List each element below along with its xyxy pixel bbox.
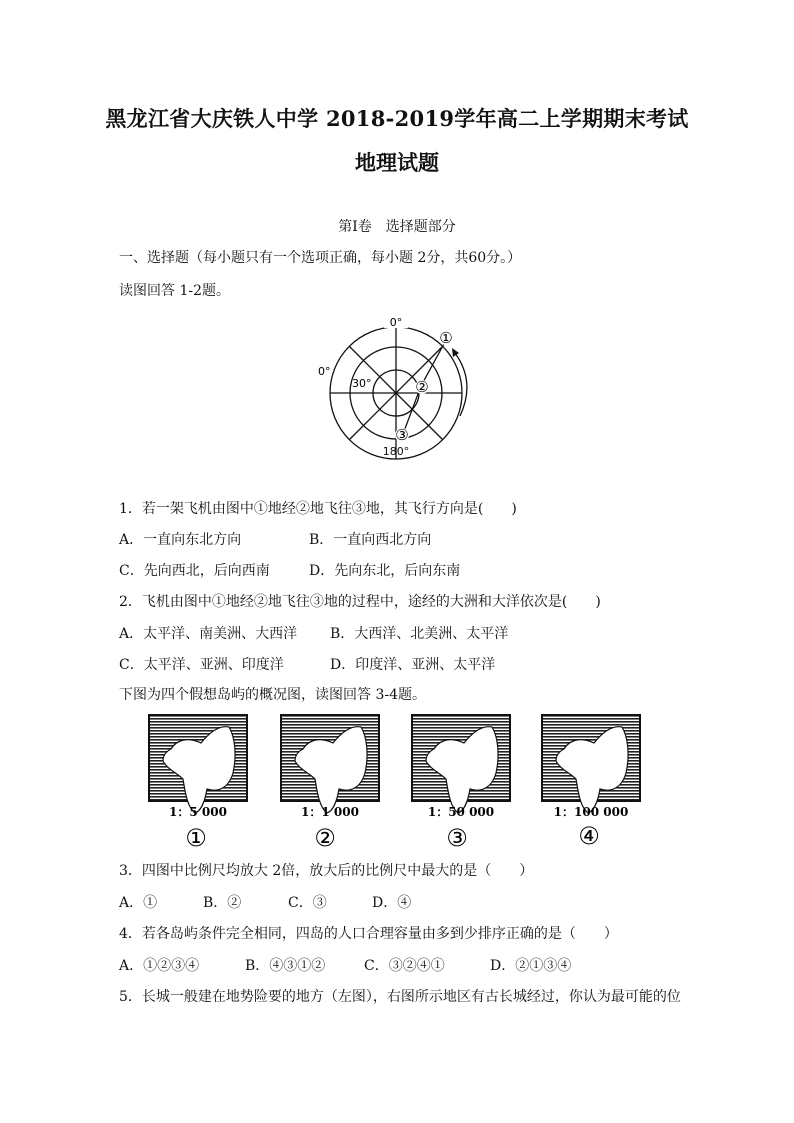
intro-q1-2: 读图回答 1-2题。 (119, 283, 230, 299)
q4-option-d: D．②①③④ (490, 958, 572, 974)
section-heading: 第Ⅰ卷 选择题部分 (338, 219, 456, 235)
q1-option-b: B．一直向西北方向 (309, 532, 432, 548)
polar-projection-figure (318, 312, 478, 460)
q2-option-d: D．印度洋、亚洲、太平洋 (330, 657, 496, 673)
label-bottom: 180° (382, 445, 410, 458)
point-1: ① (439, 329, 453, 347)
island-number-3: ③ (446, 824, 468, 851)
exam-subtitle: 地理试题 (355, 150, 439, 175)
q2-option-a: A．太平洋、南美洲、大西洋 (119, 626, 298, 642)
q5-stem: 5．长城一般建在地势险要的地方（左图），右图所示地区有古长城经过，你认为最可能的位 (119, 989, 681, 1005)
island-map-3 (412, 715, 510, 813)
exam-title: 黑龙江省大庆铁人中学 2018-2019学年高二上学期期末考试 (105, 106, 689, 131)
island-map-1 (149, 715, 247, 813)
island-map-2 (281, 715, 379, 813)
point-3: ③ (395, 426, 409, 444)
point-2: ② (415, 378, 429, 396)
label-top: 0° (389, 316, 403, 329)
q4-option-a: A．①②③④ (119, 958, 200, 974)
q3-option-c: C．③ (288, 895, 327, 911)
island-number-4: ④ (578, 822, 600, 850)
label-left: 0° (318, 365, 331, 378)
q3-stem: 3．四图中比例尺均放大 2倍，放大后的比例尺中最大的是（ ） (119, 863, 534, 879)
q1-option-c: C．先向西北，后向西南 (119, 563, 270, 579)
island-number-1: ① (185, 824, 207, 851)
island-map-4 (542, 715, 640, 813)
q4-option-b: B．④③①② (245, 958, 326, 974)
q3-option-d: D．④ (372, 895, 412, 911)
q1-stem: 1．若一架飞机由图中①地经②地飞往③地，其飞行方向是( ) (119, 501, 517, 517)
label-30: 30° (352, 377, 372, 390)
q3-option-a: A．① (119, 895, 158, 911)
island-scale-1: 1：5 000 (169, 805, 227, 819)
q1-option-d: D．先向东北，后向东南 (309, 563, 461, 579)
island-scale-2: 1：1 000 (301, 805, 359, 819)
q2-stem: 2．飞机由图中①地经②地飞往③地的过程中，途经的大洲和大洋依次是( ) (119, 594, 601, 610)
island-scale-4: 1：100 000 (553, 805, 629, 819)
q3-option-b: B．② (203, 895, 242, 911)
q4-option-c: C．③②④① (364, 958, 445, 974)
part-heading: 一、选择题（每小题只有一个选项正确，每小题 2分，共60分。） (119, 250, 522, 266)
islands-figure (145, 713, 655, 851)
rotation-arrow-head-icon (452, 348, 459, 357)
q4-stem: 4．若各岛屿条件完全相同，四岛的人口合理容量由多到少排序正确的是（ ） (119, 926, 618, 942)
q2-option-c: C．太平洋、亚洲、印度洋 (119, 657, 284, 673)
island-number-2: ② (314, 824, 336, 851)
q2-option-b: B．大西洋、北美洲、太平洋 (330, 626, 509, 642)
intro-q3-4: 下图为四个假想岛屿的概况图，读图回答 3-4题。 (119, 687, 426, 703)
island-scale-3: 1：50 000 (427, 805, 495, 819)
q1-option-a: A．一直向东北方向 (119, 532, 242, 548)
